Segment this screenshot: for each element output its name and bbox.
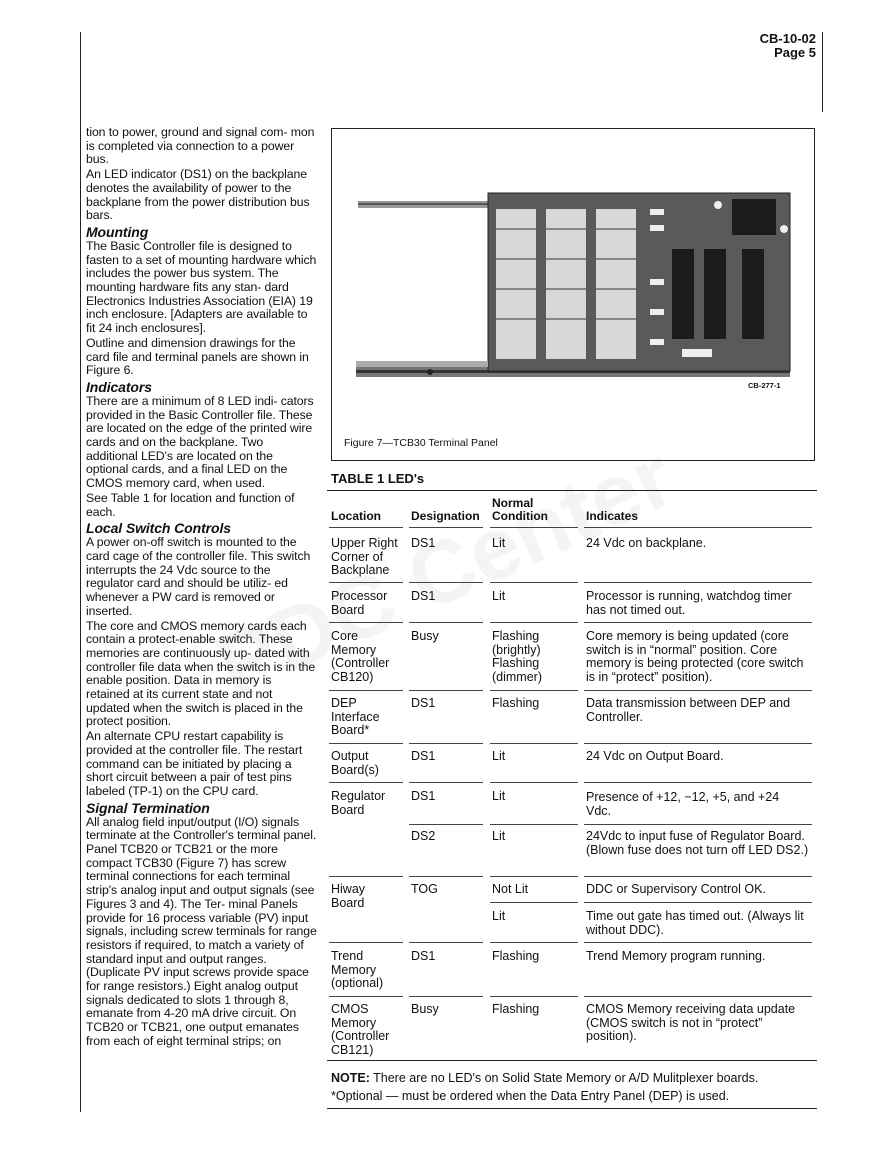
section-heading-signal-termination: Signal Termination (86, 799, 210, 816)
row-rule (584, 876, 812, 877)
cell-location: Hiway Board (331, 882, 366, 910)
row-rule (490, 690, 578, 691)
cell-condition: Lit (492, 829, 506, 843)
row-rule (490, 996, 578, 997)
row-rule (490, 782, 578, 783)
row-rule (490, 622, 578, 623)
column-header-location: Location (331, 509, 381, 523)
cell-indicates: CMOS Memory receiving data update (CMOS switch is not in “protect” position). (586, 1002, 796, 1044)
paragraph: Outline and dimension drawings for the card file and terminal panels are shown in Figure 6. (86, 335, 309, 378)
row-rule (329, 996, 403, 997)
page-header (760, 32, 816, 60)
document-code: CB-10-02 (759, 31, 816, 46)
cell-indicates: Trend Memory program running. (586, 949, 766, 963)
row-rule (584, 782, 812, 783)
cell-condition: Lit (492, 789, 506, 803)
section-heading-local-switch: Local Switch Controls (86, 520, 231, 537)
row-rule (490, 743, 578, 744)
cell-designation: DS1 (411, 536, 436, 550)
cell-indicates: Presence of +12, −12, +5, and +24 Vdc. (586, 790, 780, 818)
page-number: Page 5 (774, 45, 816, 60)
cell-condition: Flashing (492, 949, 540, 963)
column-header-condition-line2: Condition (492, 509, 548, 523)
column-header-condition-line1: Normal (492, 496, 534, 510)
cell-designation: DS1 (411, 789, 436, 803)
row-rule (490, 824, 578, 825)
paragraph: There are a minimum of 8 LED indi- cators provided in the Basic Controller file. These are located on the edge of the printed wire cards and on the backplane. Two additional LED's are located on the optional cards, and a final LED on the CMOS memory card, when used. (86, 393, 314, 491)
terminal-panel-image (332, 129, 816, 462)
row-rule (490, 902, 578, 903)
row-rule (584, 824, 812, 825)
row-rule (409, 690, 483, 691)
cell-indicates: Core memory is being updated (core switch is in “normal” position. Core memory is being protected (core switch is in “protect” position). (586, 629, 804, 684)
cell-location: Output Board(s) (331, 749, 379, 777)
page-bottom-rule (327, 1108, 817, 1109)
cell-condition: Flashing (492, 696, 540, 710)
row-rule (584, 942, 812, 943)
left-text-column (86, 126, 318, 1050)
cell-indicates: Processor is running, watchdog timer has not timed out. (586, 589, 792, 617)
row-rule (584, 743, 812, 744)
cell-designation: TOG (411, 882, 438, 896)
figure-box (331, 128, 815, 461)
header-rule (490, 527, 578, 528)
row-rule (409, 782, 483, 783)
row-rule (329, 942, 403, 943)
row-rule (490, 942, 578, 943)
table-footnote: *Optional — must be ordered when the Data Entry Panel (DEP) is used. (331, 1089, 730, 1103)
row-rule (584, 622, 812, 623)
cell-indicates: 24 Vdc on Output Board. (586, 749, 724, 763)
row-rule (329, 690, 403, 691)
row-rule (329, 582, 403, 583)
column-header-indicates: Indicates (586, 509, 639, 523)
cell-indicates: 24 Vdc on backplane. (586, 536, 707, 550)
section-heading-indicators: Indicators (86, 378, 152, 395)
cell-condition: Not Lit (492, 882, 529, 896)
row-rule (409, 942, 483, 943)
paragraph: tion to power, ground and signal com- mon is completed via connection to a power bus. (86, 125, 315, 167)
table-note (331, 1071, 758, 1085)
left-margin-rule (80, 32, 81, 1112)
row-rule (409, 622, 483, 623)
column-header-designation: Designation (411, 509, 480, 523)
header-rule (409, 527, 483, 528)
cell-location: Trend Memory (optional) (331, 949, 384, 991)
paragraph: See Table 1 for location and function of each. (86, 490, 295, 519)
cell-designation: DS1 (411, 589, 436, 603)
cell-location: Processor Board (331, 589, 388, 617)
cell-indicates: 24Vdc to input fuse of Regulator Board. (Blown fuse does not turn off LED DS2.) (586, 829, 809, 857)
row-rule (329, 622, 403, 623)
paragraph: All analog field input/output (I/O) signals terminate at the Controller's terminal panel. Panel TCB20 or TCB21 or the more compact TCB30 (Figure 7) has screw terminal connections for each terminal strip's analog input and output signals (see Figures 3 and 4). The Ter- minal Panels provide for 16 process variable (PV) input signals, including screw terminals for range resistors if required, to match a variety of standard input and output ranges. (Duplicate PV input screws provide space for range resistors.) Eight analog output signals dedicated to slots 1 through 8, emanate from 4-20 mA drive circuit. On TCB20 or TCB21, one output emanates from each of eight terminal strips; on (86, 814, 317, 1048)
figure-caption: Figure 7—TCB30 Terminal Panel (344, 437, 498, 449)
header-rule (584, 527, 812, 528)
cell-designation: DS2 (411, 829, 436, 843)
row-rule (409, 743, 483, 744)
row-rule (409, 876, 483, 877)
cell-condition: Flashing (brightly) Flashing (dimmer) (492, 629, 542, 684)
cell-indicates: Data transmission between DEP and Controller. (586, 696, 791, 724)
row-rule (584, 996, 812, 997)
row-rule (584, 582, 812, 583)
row-rule (584, 690, 812, 691)
row-rule (584, 902, 812, 903)
paragraph: The core and CMOS memory cards each contain a protect-enable switch. These memories are continuously up- dated with controller file data when the switch is in the enable position. Data in memory is retained at its current state and not updated when the switch is placed in the protect position. (86, 618, 316, 729)
cell-location: CMOS Memory (Controller CB121) (331, 1002, 390, 1057)
row-rule (490, 582, 578, 583)
cell-indicates: Time out gate has timed out. (Always lit without DDC). (586, 909, 804, 937)
figure-code: CB-277-1 (748, 381, 781, 390)
paragraph: The Basic Controller file is designed to fasten to a set of mounting hardware which includes the power bus system. The mounting hardware fits any stan- dard Electronics Industries Association (EIA) 19 inch enclosure. [Adapters are available to fit 24 inch enclosures]. (86, 238, 317, 336)
row-rule (409, 824, 483, 825)
cell-indicates: DDC or Supervisory Control OK. (586, 882, 766, 896)
header-rule (329, 527, 403, 528)
table-top-rule (327, 490, 817, 491)
section-heading-mounting: Mounting (86, 223, 149, 240)
row-rule (490, 876, 578, 877)
cell-location: DEP Interface Board* (331, 696, 380, 738)
paragraph: An LED indicator (DS1) on the backplane denotes the availability of power to the backplane from the power distribution bus bars. (86, 167, 310, 223)
row-rule (329, 782, 403, 783)
row-rule (409, 582, 483, 583)
row-rule (329, 743, 403, 744)
cell-condition: Flashing (492, 1002, 540, 1016)
cell-location: Regulator Board (331, 789, 386, 817)
cell-designation: DS1 (411, 749, 436, 763)
row-rule (409, 996, 483, 997)
cell-designation: Busy (411, 629, 439, 643)
note-text: There are no LED's on Solid State Memory or A/D Mulitplexer boards. (369, 1071, 759, 1085)
paragraph: A power on-off switch is mounted to the card cage of the controller file. This switch interrupts the 24 Vdc source to the regulator card and should be utiliz- ed whenever a PW card is removed or inserted. (86, 535, 311, 618)
cell-condition: Lit (492, 749, 506, 763)
cell-location: Upper Right Corner of Backplane (331, 536, 398, 578)
header-rule (822, 32, 823, 112)
paragraph: An alternate CPU restart capability is provided at the controller file. The restart command can be initiated by placing a short circuit between a pair of test pins labeled (TP-1) on the CPU card. (86, 729, 303, 798)
cell-condition: Lit (492, 536, 506, 550)
cell-designation: DS1 (411, 949, 436, 963)
table-title: TABLE 1 LED's (331, 471, 425, 486)
cell-condition: Lit (492, 589, 506, 603)
note-label: NOTE: (331, 1071, 370, 1085)
cell-location: Core Memory (Controller CB120) (331, 629, 390, 684)
table-bottom-rule (327, 1060, 817, 1061)
row-rule (329, 876, 403, 877)
cell-condition: Lit (492, 909, 506, 923)
cell-designation: DS1 (411, 696, 436, 710)
cell-designation: Busy (411, 1002, 439, 1016)
